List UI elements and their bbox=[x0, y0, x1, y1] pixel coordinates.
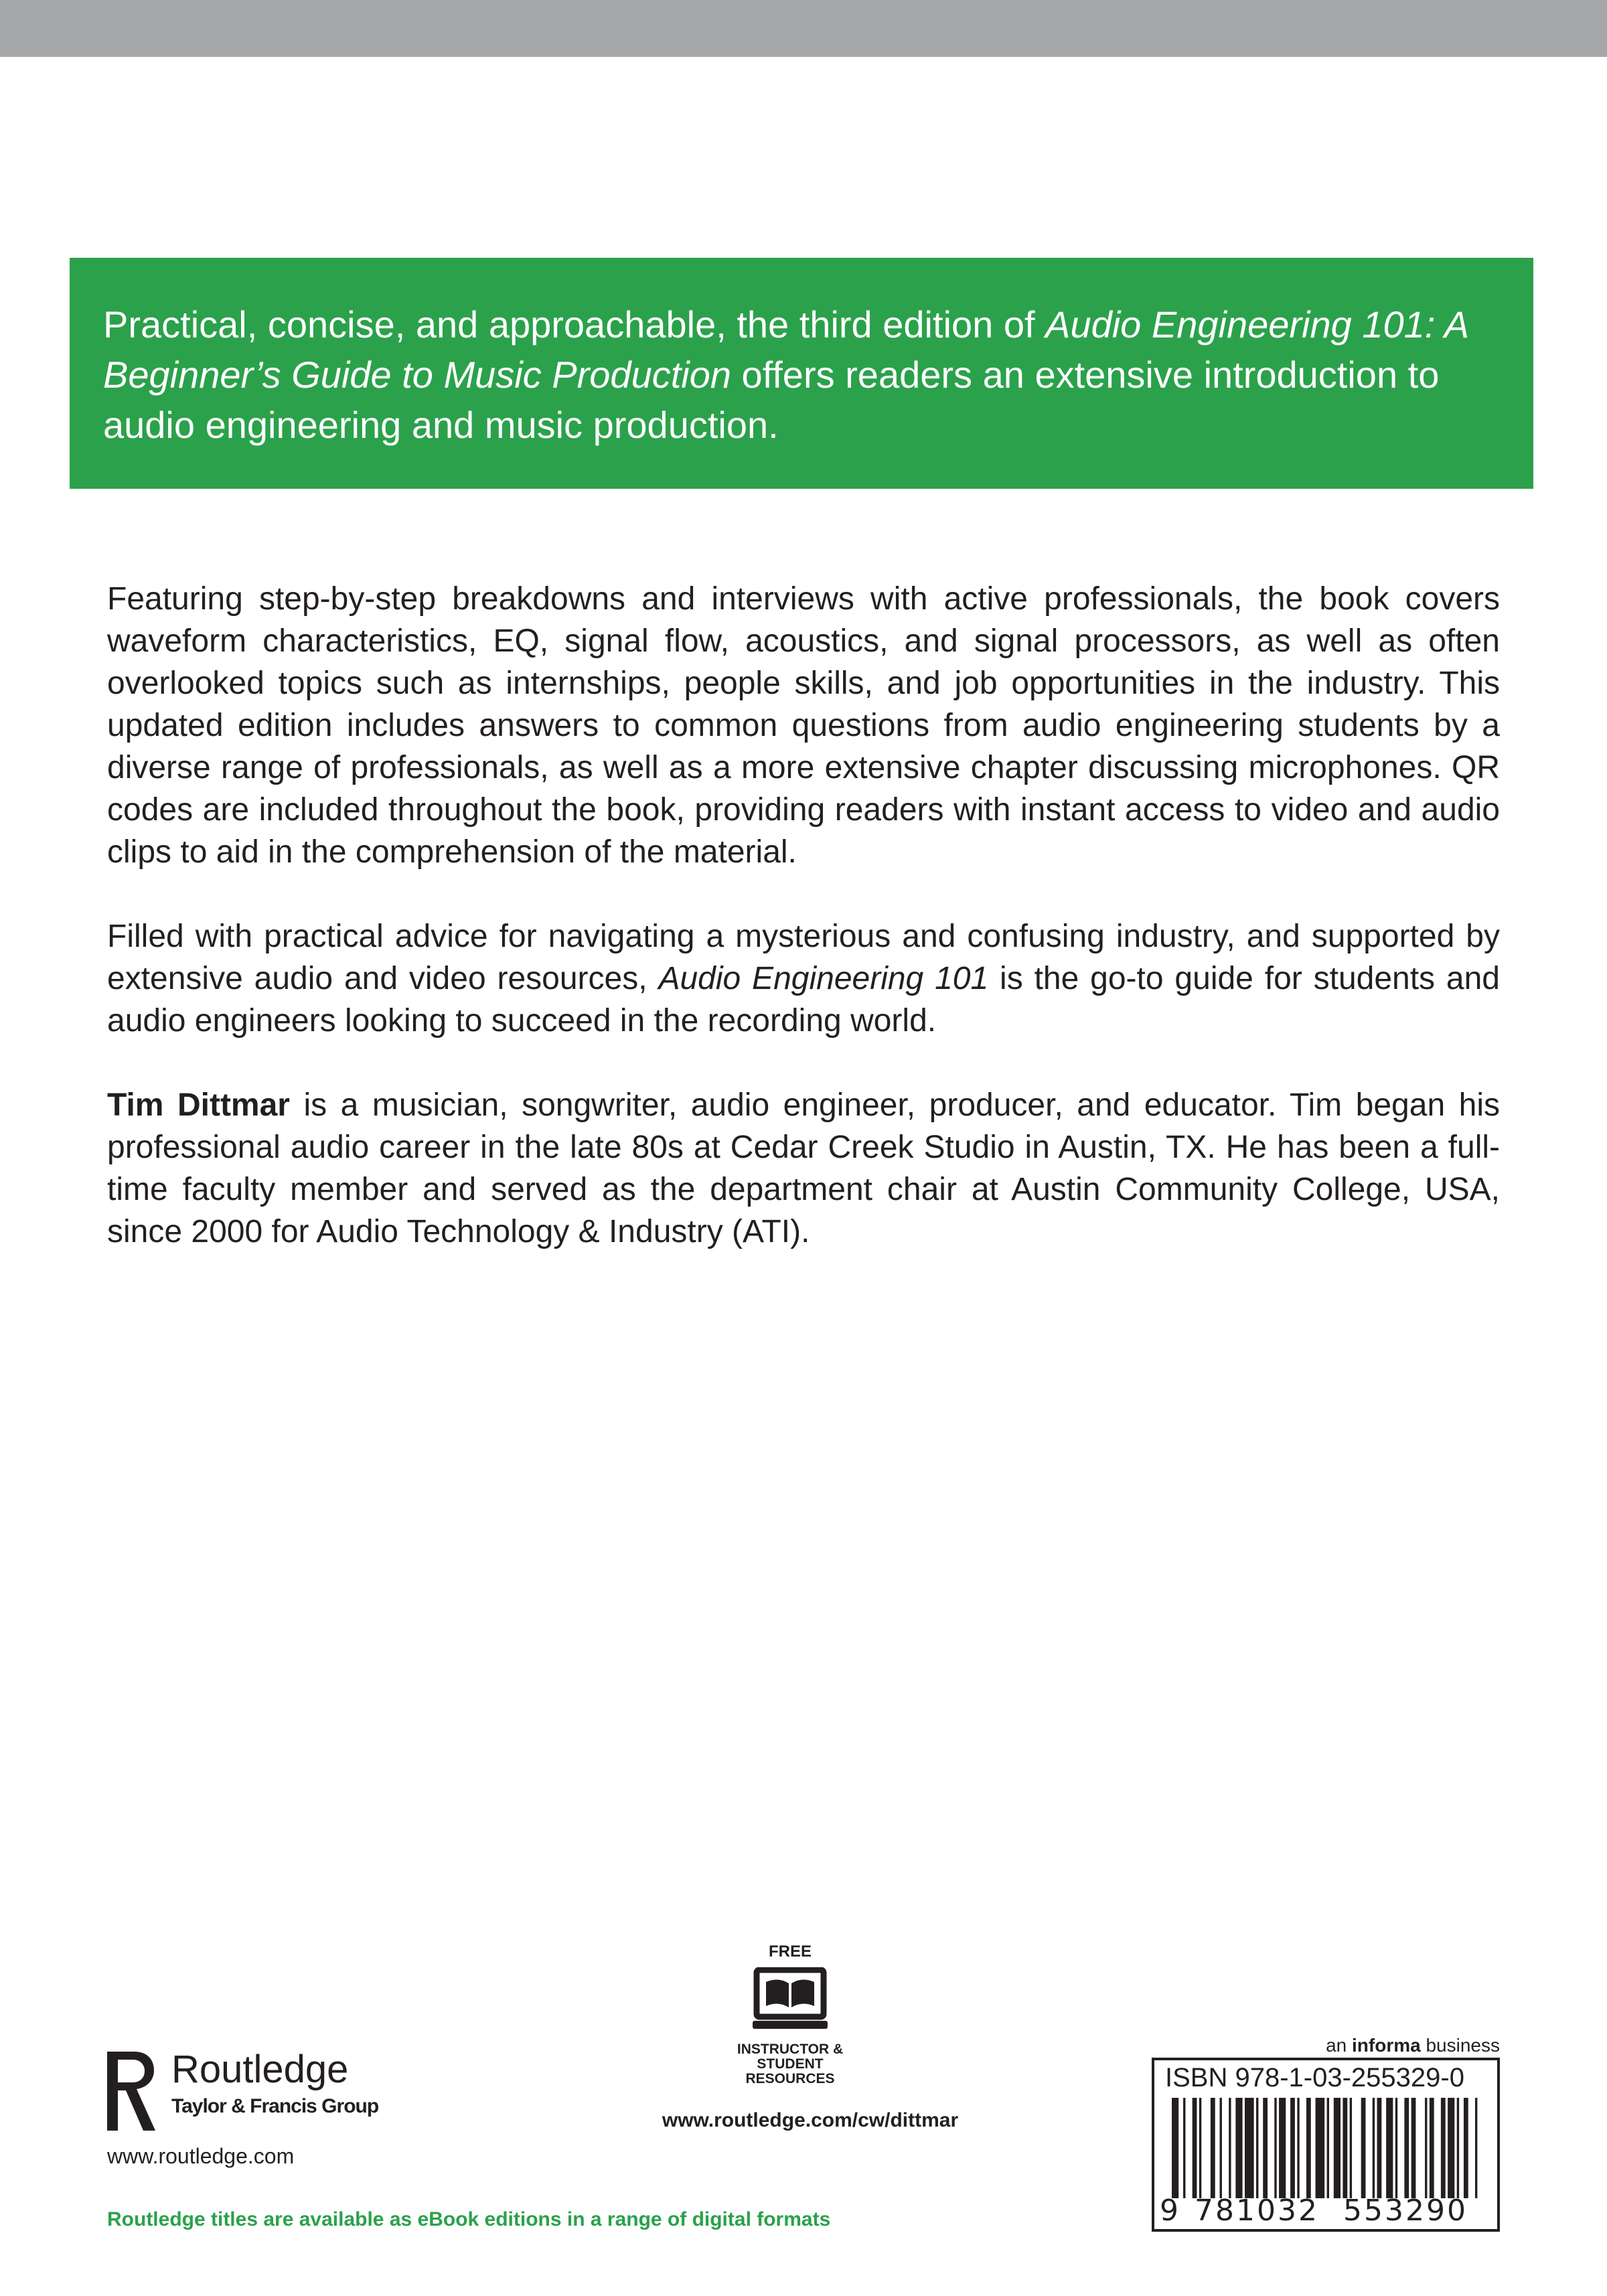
description-body bbox=[107, 578, 1500, 1295]
barcode-bar bbox=[1430, 2098, 1434, 2198]
summary-box bbox=[70, 258, 1533, 489]
barcode-bar bbox=[1229, 2098, 1231, 2198]
isbn-number: ISBN 978-1-03-255329-0 bbox=[1165, 2063, 1464, 2092]
tagline-informa: informa bbox=[1352, 2035, 1421, 2056]
barcode-bar bbox=[1256, 2098, 1258, 2198]
barcode-bar bbox=[1183, 2098, 1185, 2198]
barcode-bar bbox=[1245, 2098, 1254, 2198]
barcode-bar bbox=[1235, 2098, 1242, 2198]
barcode-bar bbox=[1386, 2098, 1393, 2198]
barcode-bar bbox=[1279, 2098, 1286, 2198]
barcode-digit-first: 9 bbox=[1160, 2194, 1178, 2228]
routledge-logo-icon bbox=[107, 2052, 157, 2131]
barcode-bar bbox=[1448, 2098, 1454, 2198]
description-paragraph-2 bbox=[107, 915, 1500, 1042]
summary-text bbox=[103, 299, 1500, 450]
open-book-laptop-icon bbox=[753, 1967, 828, 2034]
ebook-note: Routledge titles are available as eBook editions in a range of digital formats bbox=[107, 2208, 831, 2230]
paragraph-2-book-title: Audio Engineering 101 bbox=[658, 961, 989, 996]
barcode-bar bbox=[1290, 2098, 1295, 2198]
barcode-bar bbox=[1306, 2098, 1311, 2198]
barcode-bar bbox=[1211, 2098, 1215, 2198]
barcode-bar bbox=[1441, 2098, 1446, 2198]
summary-text-part2: offers readers an extensive introduction to audio engineering and music production. bbox=[103, 354, 1440, 446]
barcode-bar bbox=[1343, 2098, 1347, 2198]
barcode-bar bbox=[1274, 2098, 1276, 2198]
publisher-group: Taylor & Francis Group bbox=[171, 2095, 379, 2117]
barcode-digits bbox=[1154, 2194, 1497, 2228]
tagline-suffix: business bbox=[1420, 2035, 1500, 2056]
description-paragraph-1: Featuring step-by-step breakdowns and interviews with active professionals, the book covers waveform characteristics, EQ, signal flow, acoustics, and signal processors, as well as often overlooked topics such as internships, people skills, and job opportunities in the industry. This updated edition includes answers to common questions from audio engineering students by a diverse range of professionals, as well as a more extensive chapter discussing microphones. QR codes are included throughout the book, providing readers with instant access to video and audio clips to aid in the comprehension of the material. bbox=[107, 581, 1500, 870]
paragraph-2-text-a: Filled with practical advice for navigating a mysterious and confusing industry, and supported by extensive audio and video resources, bbox=[107, 919, 1500, 996]
publisher-logo bbox=[107, 2050, 388, 2131]
barcode-bar bbox=[1475, 2098, 1477, 2198]
isbn-barcode bbox=[1152, 2058, 1500, 2232]
barcode-bar bbox=[1350, 2098, 1352, 2198]
barcode-bar bbox=[1220, 2098, 1222, 2198]
barcode-bar bbox=[1404, 2098, 1409, 2198]
barcode-bar bbox=[1193, 2098, 1197, 2198]
barcode-digits-right: 553290 bbox=[1343, 2194, 1468, 2228]
barcode-bars bbox=[1172, 2098, 1486, 2198]
barcode-bar bbox=[1411, 2098, 1416, 2198]
barcode-bar bbox=[1327, 2098, 1329, 2198]
informa-tagline bbox=[1138, 2034, 1500, 2057]
resources-url: www.routledge.com/cw/dittmar bbox=[662, 2109, 959, 2131]
barcode-bar bbox=[1425, 2098, 1427, 2198]
barcode-bar bbox=[1199, 2098, 1201, 2198]
barcode-bar bbox=[1457, 2098, 1459, 2198]
barcode-bar bbox=[1172, 2098, 1178, 2198]
tagline-prefix: an bbox=[1326, 2035, 1353, 2056]
barcode-bar bbox=[1334, 2098, 1341, 2198]
resources-badge bbox=[723, 1942, 857, 2096]
top-grey-band bbox=[0, 0, 1607, 57]
author-bio-text: is a musician, songwriter, audio engineer, producer, and educator. Tim began his professional audio career in the late 80s at Cedar Creek Studio in Austin, TX. He has been a full-time faculty member and served as the department chair at Austin Community College, USA, since 2000 for Audio Technology & Industry (ATI). bbox=[107, 1087, 1501, 1249]
barcode-bar bbox=[1297, 2098, 1299, 2198]
barcode-bar bbox=[1464, 2098, 1468, 2198]
barcode-bar bbox=[1395, 2098, 1397, 2198]
resources-label: INSTRUCTOR & STUDENT RESOURCES bbox=[737, 2042, 844, 2086]
publisher-name: Routledge bbox=[171, 2048, 349, 2091]
paragraph-2-text-b: is the go-to guide for students and audio engineers looking to succeed in the recording world. bbox=[107, 961, 1501, 1039]
barcode-bar bbox=[1263, 2098, 1268, 2198]
barcode-bar bbox=[1377, 2098, 1382, 2198]
publisher-website: www.routledge.com bbox=[107, 2144, 295, 2168]
barcode-bar bbox=[1361, 2098, 1366, 2198]
summary-text-part1: Practical, concise, and approachable, the third edition of bbox=[103, 303, 1046, 346]
barcode-digits-left: 781032 bbox=[1195, 2194, 1319, 2228]
barcode-bar bbox=[1316, 2098, 1325, 2198]
barcode-bar bbox=[1373, 2098, 1375, 2198]
author-bio bbox=[107, 1084, 1500, 1253]
book-title-italic: Audio Engineering 101: A Beginner’s Guide to Music Production bbox=[103, 303, 1468, 396]
free-label: FREE bbox=[768, 1942, 812, 1961]
author-name: Tim Dittmar bbox=[107, 1087, 290, 1123]
